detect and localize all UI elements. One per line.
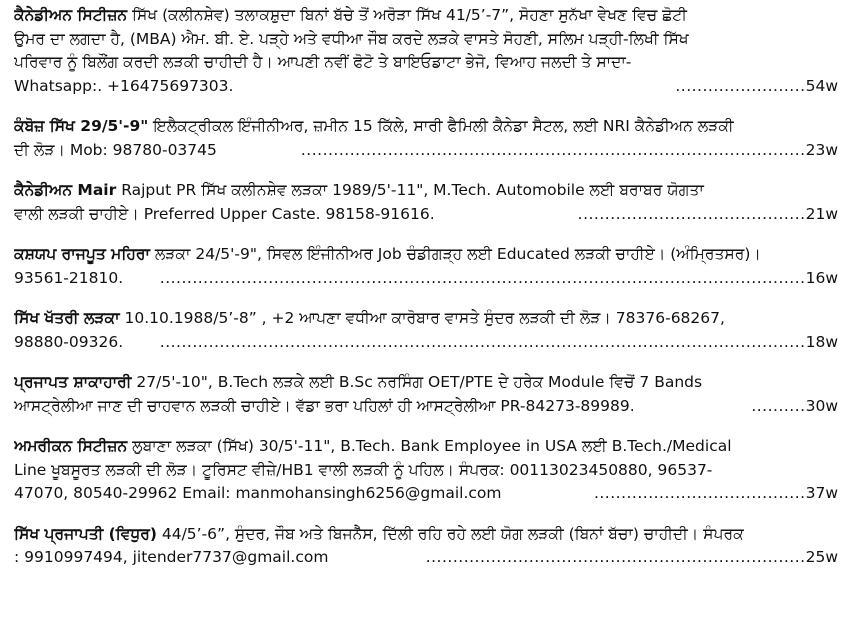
- ad-contact: 98880-09326.: [14, 332, 124, 351]
- ad-text: ਸਿੱਖ (ਕਲੀਨਸ਼ੇਵ) ਤਲਾਕਸ਼ੁਦਾ ਬਿਨਾਂ ਬੱਚੇ ਤੋਂ ਅਰੋੜਾ ਸਿੱਖ 41/5’-7”, ਸੋਹਣਾ ਸੁਨੱਖਾ ਵੇਖਣ ਵਿਚ ਛੋਟੀ: [127, 6, 687, 24]
- ad-heading: ਪ੍ਰਜਾਪਤ ਸ਼ਾਕਾਹਾਰੀ: [14, 373, 132, 391]
- classified-ad: [14, 307, 838, 354]
- ad-text: ਲੁਬਾਣਾ ਲੜਕਾ (ਸਿੱਖ) 30/5'-11", B.Tech. Bank Employee in USA ਲਈ B.Tech./Medical: [127, 437, 732, 455]
- ad-word-count: 37w: [805, 484, 838, 502]
- ad-heading: ਕੈਨੇਡੀਅਨ ਸਿਟੀਜ਼ਨ: [14, 6, 128, 24]
- ad-heading: ਅਮਰੀਕਨ ਸਿਟੀਜ਼ਨ: [14, 437, 128, 455]
- ad-text: ਇਲੈਕਟ੍ਰੀਕਲ ਇੰਜੀਨੀਅਰ, ਜ਼ਮੀਨ 15 ਕਿੱਲੇ, ਸਾਰੀ ਫੈਮਿਲੀ ਕੈਨੇਡਾ ਸੈਟਲ, ਲਈ NRI ਕੈਨੇਡੀਅਨ ਲੜਕੀ: [148, 117, 734, 135]
- ad-last-line: [14, 267, 838, 291]
- ad-line: [14, 4, 838, 28]
- ad-dots: .......................................................................................................................: [159, 332, 806, 351]
- ad-line: [14, 371, 838, 395]
- ad-contact: 93561-21810.: [14, 268, 124, 287]
- ad-line: [14, 435, 838, 459]
- ad-last-line: [14, 75, 838, 99]
- ad-contact: 47070, 80540-29962 Email: manmohansingh6256@gmail.com: [14, 484, 502, 502]
- ad-last-line: [14, 482, 838, 506]
- ad-dots: ......................................................................: [425, 548, 806, 566]
- ad-dots: .......................................................................................................................: [159, 268, 806, 287]
- ad-dots: .......................................: [593, 484, 806, 502]
- classified-ad: [14, 179, 838, 226]
- ad-text: 44/5’-6”, ਸੁੰਦਰ, ਜੌਬ ਅਤੇ ਬਿਜਨੈੱਸ, ਦਿੱਲੀ ਰਹਿ ਰਹੇ ਲਈ ਯੋਗ ਲੜਕੀ (ਬਿਨਾਂ ਬੱਚਾ) ਚਾਹੀਦੀ। ਸੰਪਰਕ: [156, 524, 744, 543]
- ad-dots: ..........: [751, 396, 806, 415]
- ad-contact: ਵਾਲੀ ਲੜਕੀ ਚਾਹੀਏ। Preferred Upper Caste. 98158-91616.: [14, 204, 435, 223]
- ad-text: 10.10.1988/5’-8” , +2 ਆਪਣਾ ਵਧੀਆ ਕਾਰੋਬਾਰ ਵਾਸਤੇ ਸੁੰਦਰ ਲੜਕੀ ਦੀ ਲੋੜ। 78376-68267,: [119, 309, 725, 327]
- ad-line: ਉਮਰ ਦਾ ਲਗਦਾ ਹੈ, (MBA) ਐਮ. ਬੀ. ਏ. ਪੜ੍ਹੇ ਅਤੇ ਵਧੀਆ ਜੌਬ ਕਰਦੇ ਲੜਕੇ ਵਾਸਤੇ ਸੋਹਣੀ, ਸਲਿਮ ਪੜ੍ਹੀ-ਲਿਖੀ ਸਿੱਖ: [14, 29, 689, 48]
- classified-ad: [14, 243, 838, 290]
- ad-dots: ..........................................: [577, 204, 806, 223]
- ad-word-count: 25w: [805, 548, 838, 566]
- ad-heading: ਕਸ਼ਯਪ ਰਾਜਪੂਤ ਮਹਿਰਾ: [14, 245, 150, 263]
- classified-ad: [14, 435, 838, 506]
- ad-last-line: [14, 546, 838, 570]
- ad-contact: Whatsapp:. +16475697303.: [14, 76, 234, 95]
- classified-ads-page: [14, 4, 838, 587]
- ad-word-count: 16w: [805, 268, 838, 287]
- ad-contact: : 9910997494, jitender7737@gmail.com: [14, 548, 329, 566]
- ad-heading: ਕੈਨੇਡੀਅਨ Mair: [14, 181, 117, 199]
- ad-contact: ਆਸਟ੍ਰੇਲੀਆ ਜਾਣ ਦੀ ਚਾਹਵਾਨ ਲੜਕੀ ਚਾਹੀਏ। ਵੱਡਾ ਭਰਾ ਪਹਿਲਾਂ ਹੀ ਆਸਟ੍ਰੇਲੀਆ PR-84273-89989.: [14, 396, 635, 415]
- ad-word-count: 21w: [805, 204, 838, 223]
- ad-word-count: 54w: [805, 76, 838, 95]
- ad-line: Line ਖੂਬਸੂਰਤ ਲੜਕੀ ਦੀ ਲੋੜ। ਟੂਰਿਸਟ ਵੀਜ਼ੇ/HB1 ਵਾਲੀ ਲੜਕੀ ਨੂੰ ਪਹਿਲ। ਸੰਪਰਕ: 00113023450880, 96537-: [14, 460, 713, 479]
- ad-heading: ਸਿੱਖ ਪ੍ਰਜਾਪਤੀ (ਵਿਧੁਰ): [14, 524, 157, 543]
- ad-text: ਲੜਕਾ 24/5'-9", ਸਿਵਲ ਇੰਜੀਨੀਅਰ Job ਚੰਡੀਗੜ੍ਹ ਲਈ Educated ਲੜਕੀ ਚਾਹੀਏ। (ਅੰਮ੍ਰਿਤਸਰ)।: [149, 245, 761, 263]
- ad-line: [14, 523, 838, 547]
- ad-contact: ਦੀ ਲੋੜ। Mob: 98780-03745: [14, 140, 217, 159]
- ad-word-count: 18w: [805, 332, 838, 351]
- ad-word-count: 23w: [805, 140, 838, 159]
- ad-line: [14, 307, 838, 331]
- ad-line: ਪਰਿਵਾਰ ਨੂੰ ਬਿਲੌਂਗ ਕਰਦੀ ਲੜਕੀ ਚਾਹੀਦੀ ਹੈ। ਆਪਣੀ ਨਵੀਂ ਫੋਟੋ ਤੇ ਬਾਇਓਡਾਟਾ ਭੇਜੋ, ਵਿਆਹ ਜਲਦੀ ਤੇ ਸਾਦਾ-: [14, 53, 632, 71]
- ad-last-line: [14, 203, 838, 227]
- ad-line: [14, 115, 838, 139]
- ad-dots: .............................................................................................: [300, 140, 806, 159]
- ad-line: [14, 243, 838, 267]
- ad-heading: ਕੰਬੋਜ਼ ਸਿੱਖ 29/5'-9": [14, 117, 149, 135]
- ad-text: Rajput PR ਸਿੱਖ ਕਲੀਨਸ਼ੇਵ ਲੜਕਾ 1989/5'-11", M.Tech. Automobile ਲਈ ਬਰਾਬਰ ਯੋਗਤਾ: [116, 181, 704, 199]
- ad-dots: ........................: [675, 76, 806, 95]
- classified-ad: [14, 115, 838, 162]
- ad-last-line: [14, 395, 838, 419]
- classified-ad: [14, 371, 838, 418]
- ad-last-line: [14, 139, 838, 163]
- ad-heading: ਸਿੱਖ ਖੱਤਰੀ ਲੜਕਾ: [14, 309, 120, 327]
- classified-ad: [14, 4, 838, 98]
- ad-text: 27/5'-10", B.Tech ਲੜਕੇ ਲਈ B.Sc ਨਰਸਿੰਗ OET/PTE ਦੇ ਹਰੇਕ Module ਵਿਚੋਂ 7 Bands: [131, 373, 703, 391]
- classified-ad: [14, 523, 838, 570]
- ad-word-count: 30w: [805, 396, 838, 415]
- ad-line: [14, 179, 838, 203]
- ad-last-line: [14, 331, 838, 355]
